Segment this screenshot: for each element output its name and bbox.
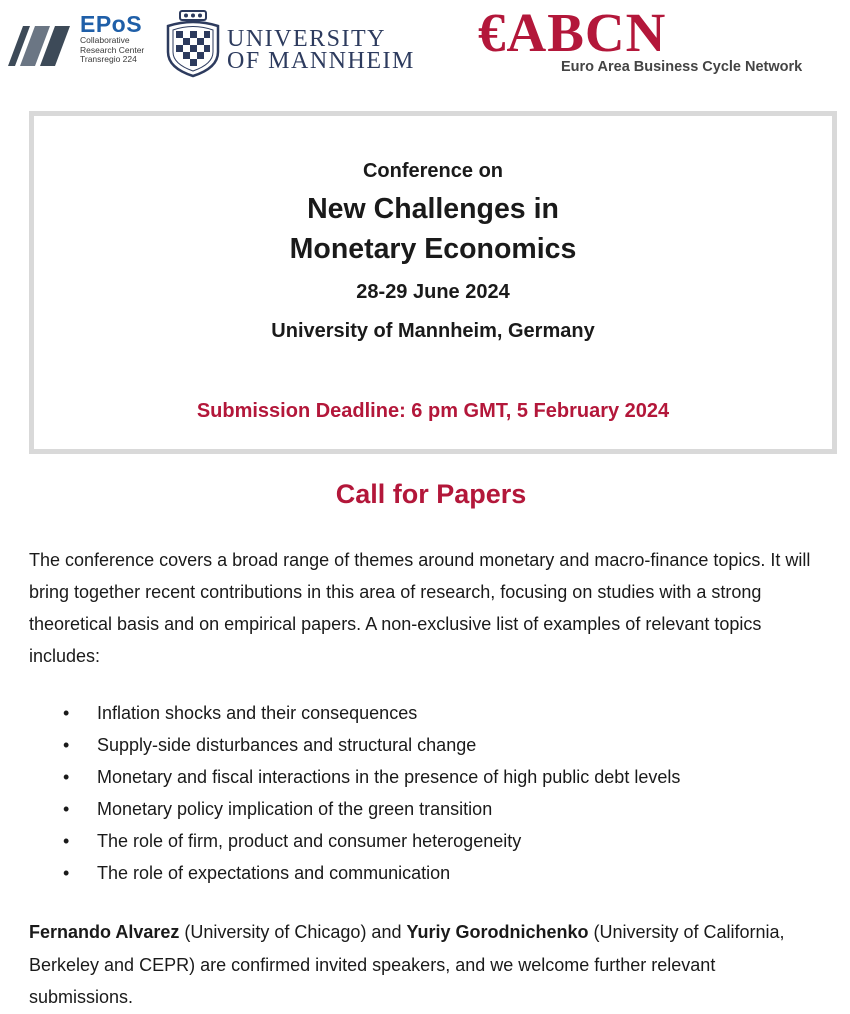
list-item: [29, 857, 680, 889]
list-item: [29, 729, 680, 761]
list-item: [29, 697, 680, 729]
epos-subtitle-line: Transregio 224: [80, 54, 137, 64]
list-item: [29, 825, 680, 857]
conference-location: University of Mannheim, Germany: [271, 320, 595, 342]
conference-intro: Conference on: [362, 160, 504, 182]
topic-text: The role of firm, product and consumer heterogeneity: [97, 831, 522, 851]
conference-title-line2: Monetary Economics: [289, 233, 577, 265]
conference-date: 28-29 June 2024: [356, 281, 510, 303]
bullet-icon: •: [63, 735, 70, 755]
bullet-icon: •: [63, 767, 70, 787]
epos-logo-mark-icon: [8, 14, 74, 72]
topics-list: [29, 697, 680, 889]
topic-text: Monetary and fiscal interactions in the presence of high public debt levels: [97, 767, 681, 787]
list-item: [29, 761, 680, 793]
conference-info-box: [29, 111, 837, 454]
university-seal-icon: [162, 10, 224, 78]
bullet-icon: •: [63, 863, 70, 883]
topic-text: The role of expectations and communication: [97, 863, 451, 883]
logo-header: [0, 0, 850, 95]
conference-title: [34, 189, 832, 269]
epos-subtitle-line: Research Center: [80, 44, 145, 55]
bullet-icon: •: [63, 703, 70, 723]
list-item: [29, 793, 680, 825]
topic-text: Supply-side disturbances and structural change: [97, 735, 477, 755]
conference-title-line1: New Challenges in: [307, 193, 559, 225]
speakers-paragraph: [29, 916, 824, 1014]
epos-logo: [80, 12, 160, 65]
bullet-icon: •: [63, 831, 70, 851]
university-name-line2: OF MANNHEIM: [227, 48, 415, 74]
epos-subtitle-line: Collaborative: [80, 35, 130, 45]
eabcn-logo: €ABCN: [478, 2, 667, 63]
speaker-name: Fernando Alvarez: [29, 922, 180, 942]
speaker-affiliation: (University of California, Berkeley and CEPR) are confirmed invited speakers, and we welcome further relevant submissions.: [29, 922, 785, 1007]
university-name-line1: UNIVERSITY: [227, 26, 386, 52]
bullet-icon: •: [63, 799, 70, 819]
topic-text: Inflation shocks and their consequences: [97, 703, 418, 723]
speaker-affiliation: (University of Chicago) and: [179, 922, 407, 942]
submission-deadline: Submission Deadline: 6 pm GMT, 5 February 2024: [196, 400, 670, 422]
eabcn-subtitle: Euro Area Business Cycle Network: [561, 59, 803, 75]
intro-paragraph: The conference covers a broad range of themes around monetary and macro-finance topics. It will bring together recent contributions in this area of research, focusing on studies with a strong theoretical basis and on empirical papers. A non-exclusive list of examples of relevant topics includes:: [29, 550, 811, 666]
topic-text: Monetary policy implication of the green transition: [97, 799, 493, 819]
epos-title: EPoS: [80, 11, 143, 37]
speaker-name: Yuriy Gorodnichenko: [406, 922, 589, 942]
call-for-papers-heading: Call for Papers: [335, 479, 527, 509]
university-logo: [227, 28, 415, 72]
